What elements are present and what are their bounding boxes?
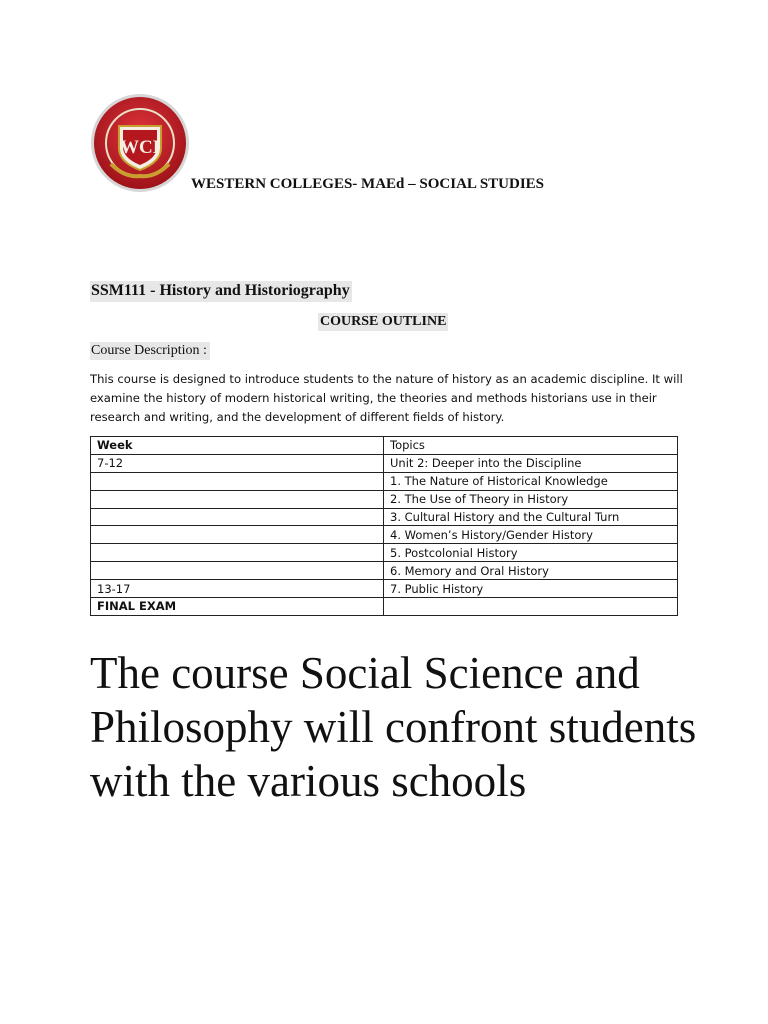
topic-cell: 5. Postcolonial History [384,544,678,562]
header-week: Week [91,437,384,455]
topic-cell: 7. Public History [384,580,678,598]
week-cell [91,526,384,544]
college-title: WESTERN COLLEGES- MAEd – SOCIAL STUDIES [191,176,545,192]
table-row [91,508,678,526]
course-outline-table [90,436,678,616]
table-row [91,598,678,616]
week-cell: 13-17 [91,580,384,598]
week-cell: FINAL EXAM [91,598,384,616]
description-label: Course Description : [90,342,210,360]
topic-cell: 3. Cultural History and the Cultural Turn [384,508,678,526]
topic-cell: 6. Memory and Oral History [384,562,678,580]
logo-initials: WCI [119,137,161,158]
topic-cell: Unit 2: Deeper into the Discipline [384,454,678,472]
table-row [91,580,678,598]
table-header-row [91,437,678,455]
week-cell [91,472,384,490]
week-cell: 7-12 [91,454,384,472]
large-body-text: The course Social Science and Philosophy will confront students with the various schools [90,648,697,806]
table-row [91,562,678,580]
topic-cell: 1. The Nature of Historical Knowledge [384,472,678,490]
topic-cell: 2. The Use of Theory in History [384,490,678,508]
table-row [91,454,678,472]
week-cell [91,562,384,580]
table-row [91,544,678,562]
description-text: This course is designed to introduce students to the nature of history as an academic discipline. It will examine the history of modern historical writing, the theories and methods historians use in their research and writing, and the development of different fields of history. [90,372,683,424]
week-cell [91,490,384,508]
table-row [91,472,678,490]
header-topics: Topics [384,437,678,455]
course-title: SSM111 - History and Historiography [90,281,352,302]
outline-heading: COURSE OUTLINE [320,314,447,329]
table-row [91,490,678,508]
week-cell [91,508,384,526]
table-row [91,526,678,544]
topic-cell: 4. Women’s History/Gender History [384,526,678,544]
topic-cell [384,598,678,616]
college-logo [89,92,191,194]
week-cell [91,544,384,562]
